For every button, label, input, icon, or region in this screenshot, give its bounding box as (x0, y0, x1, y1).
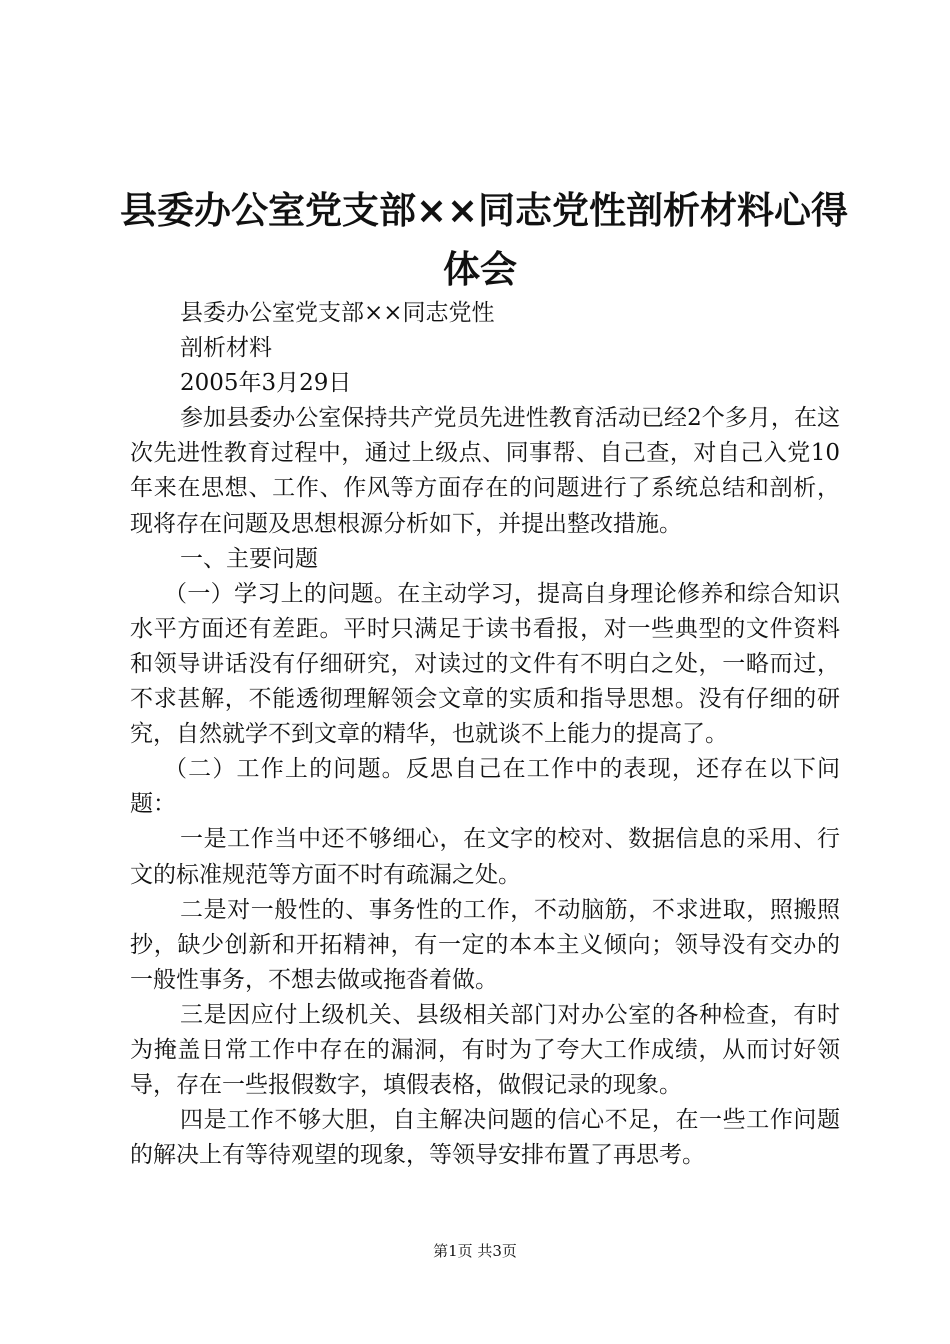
paragraph-point-one: 一是工作当中还不够细心，在文字的校对、数据信息的采用、行文的标准规范等方面不时有疏漏之处。 (130, 826, 840, 888)
section-heading-main-issues: 一、主要问题 (180, 545, 318, 572)
paragraph-point-two: 二是对一般性的、事务性的工作，不动脑筋，不求进取，照搬照抄，缺少创新和开拓精神，有一定的本本主义倾向；领导没有交办的一般性事务，不想去做或拖沓着做。 (130, 896, 840, 993)
paragraph-intro: 参加县委办公室保持共产党员先进性教育活动已经2个多月，在这次先进性教育过程中，通过上级点、同事帮、自己查，对自己入党10年来在思想、工作、作风等方面存在的问题进行了系统总结和剖析，现将存在问题及思想根源分析如下，并提出整改措施。 (130, 405, 840, 537)
meta-line-subtitle: 剖析材料 (180, 335, 272, 362)
paragraph-work-issues: （二）工作上的问题。反思自己在工作中的表现，还存在以下问题： (130, 756, 840, 818)
paragraph-point-four: 四是工作不够大胆，自主解决问题的信心不足，在一些工作问题的解决上有等待观望的现象，等领导安排布置了再思考。 (130, 1107, 840, 1169)
document-title-line-2: 体会 (443, 248, 517, 291)
document-body (130, 296, 840, 1173)
page-footer: 第1页 共3页 (433, 1242, 517, 1260)
meta-line-date: 2005年3月29日 (180, 370, 352, 397)
paragraph-study-issues: （一）学习上的问题。在主动学习，提高自身理论修养和综合知识水平方面还有差距。平时只满足于读书看报，对一些典型的文件资料和领导讲话没有仔细研究，对读过的文件有不明白之处，一略而过，不求甚解，不能透彻理解领会文章的实质和指导思想。没有仔细的研究，自然就学不到文章的精华，也就谈不上能力的提高了。 (130, 580, 840, 748)
meta-line-author: 县委办公室党支部××同志党性 (180, 300, 495, 326)
paragraph-point-three: 三是因应付上级机关、县级相关部门对办公室的各种检查，有时为掩盖日常工作中存在的漏洞，有时为了夸大工作成绩，从而讨好领导，存在一些报假数字，填假表格，做假记录的现象。 (130, 1001, 840, 1099)
document-title-line-1: 县委办公室党支部××同志党性剖析材料心得 (120, 189, 849, 232)
